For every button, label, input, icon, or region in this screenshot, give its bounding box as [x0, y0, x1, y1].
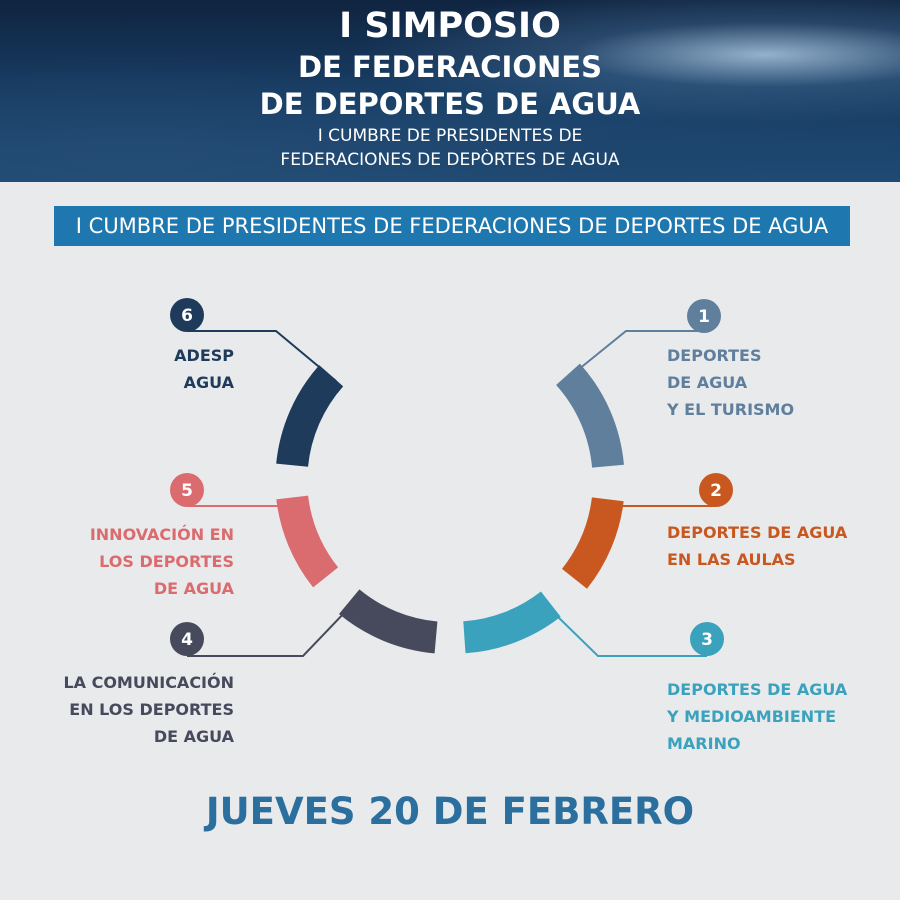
header-subtitle-line-1: I CUMBRE DE PRESIDENTES DE: [317, 126, 583, 146]
topic-6-label: [174, 342, 234, 396]
arc-segment-6: [292, 376, 331, 466]
topic-5-line-1: INNOVACIÓN EN: [89, 525, 234, 544]
badge-2: [699, 473, 733, 507]
connector-3: [556, 615, 707, 656]
topic-6-line-1: ADESP: [174, 346, 234, 365]
badge-2-number: 2: [710, 481, 722, 501]
topic-4-line-3: DE AGUA: [153, 727, 234, 746]
topic-5-label: [90, 521, 234, 602]
badge-6: [170, 298, 204, 332]
topic-4-label: [63, 669, 234, 750]
arc-segment-4: [349, 602, 436, 638]
badge-5: [170, 473, 204, 507]
topic-4-line-2: EN LOS DEPORTES: [69, 700, 234, 719]
topic-5-line-2: LOS DEPORTES: [99, 552, 234, 571]
topic-5-line-3: DE AGUA: [153, 579, 234, 598]
topic-1-line-3: Y EL TURISMO: [667, 400, 795, 419]
topic-1-line-2: DE AGUA: [667, 373, 748, 392]
arc-segment-5: [292, 498, 325, 578]
badge-5-number: 5: [181, 481, 193, 501]
subtitle-bar: I CUMBRE DE PRESIDENTES DE FEDERACIONES DE DEPORTES DE AGUA: [54, 206, 850, 246]
arc-segment-2: [575, 499, 608, 579]
topic-3-line-2: Y MEDIOAMBIENTE: [667, 707, 837, 726]
topic-2-line-2: EN LAS AULAS: [667, 550, 796, 569]
topic-3-line-3: MARINO: [667, 734, 741, 753]
event-date: JUEVES 20 DE FEBRERO: [205, 790, 695, 833]
topic-4-line-1: LA COMUNICACIÓN: [63, 673, 234, 692]
header-title-line-3: DE DEPORTES DE AGUA: [259, 87, 641, 121]
connector-4: [187, 610, 347, 656]
topic-3-line-1: DEPORTES DE AGUA: [667, 680, 848, 699]
badge-1-number: 1: [698, 307, 710, 327]
header-subtitle-line-2: FEDERACIONES DE DEPÒRTES DE AGUA: [280, 150, 620, 170]
badge-3: [690, 622, 724, 656]
topic-1-line-1: DEPORTES: [667, 346, 762, 365]
header-title: I SIMPOSIO: [339, 6, 561, 46]
header-title-line-2: DE FEDERACIONES: [298, 50, 602, 84]
badge-4-number: 4: [181, 630, 193, 650]
arc-segment-1: [568, 374, 608, 466]
topic-2-line-1: DEPORTES DE AGUA: [667, 523, 848, 542]
topic-3-label: [667, 676, 847, 757]
badge-6-number: 6: [181, 306, 193, 326]
badge-3-number: 3: [701, 630, 713, 650]
badge-4: [170, 622, 204, 656]
topic-1-label: [667, 342, 794, 423]
topic-6-line-2: AGUA: [183, 373, 234, 392]
arc-segment-3: [464, 604, 550, 637]
badge-1: [687, 299, 721, 333]
topic-2-label: [667, 519, 847, 573]
